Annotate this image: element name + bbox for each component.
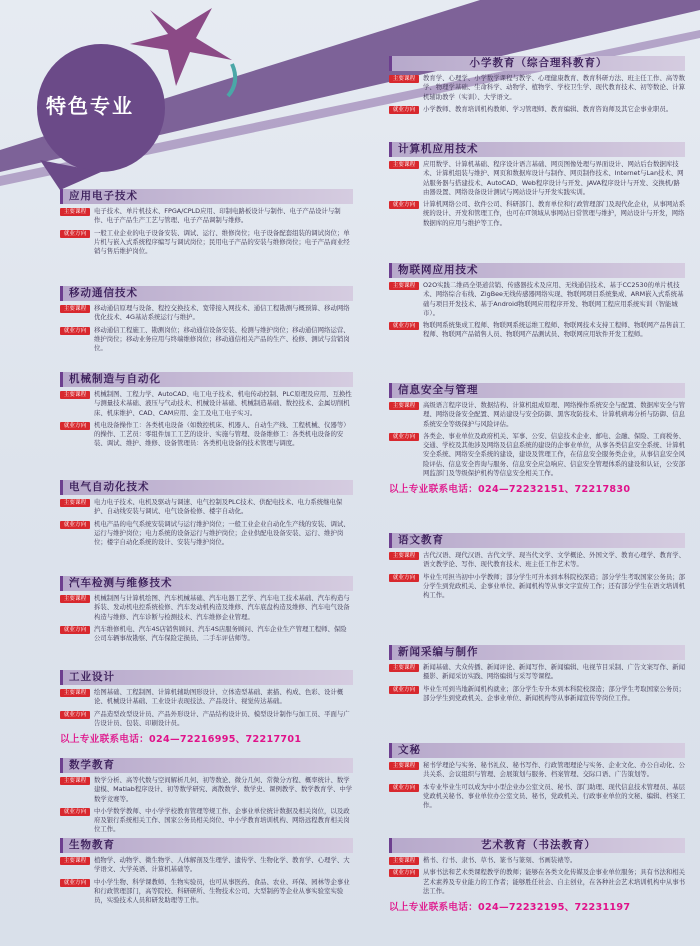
core-tag: 主要课程 — [60, 305, 90, 313]
career-text: 物联网系统集成工程师、物联网系统运维工程师、物联网技术支持工程师、物联网产品售前工程师、物联网产品销售人员、物联网产品测试员、物联网应用软件开发工程师。 — [423, 321, 686, 339]
core-text: 楷书、行书、隶书、草书、篆书与篆刻、书画装裱等。 — [423, 856, 577, 864]
section-title: 计算机应用技术 — [389, 142, 685, 157]
core-text: 应用数学、计算机基础、程序设计语言基础、网页图像处理与界面设计、网站后台数据库技术、计算机组装与维护、网页和数据库设计与制作、网页制作技术、Internet与Lan技术、网站服务器与搭建技术、AutoCAD、Web程序设计与开发、JAVA程序设计与开发、交换机/路由器设置、网络设备设计测试与网站设计与开发实践实训。 — [423, 160, 684, 196]
career-direction — [389, 105, 685, 114]
career-text: 本专业毕业生可以成为中小型企业办公室文员、秘书、部门助理、现代信息技术管理员、基层党政机关秘书、事业单位办公室文员、秘书，党政机关、行政事业单位的文秘、编辑、档案工作。 — [423, 782, 686, 810]
section-title: 新闻采编与制作 — [389, 645, 685, 660]
contact-phone: 以上专业联系电话：024—72232195、72231197 — [389, 902, 631, 914]
section-industrial-design — [60, 670, 353, 745]
core-text: 教育学、心理学、小学数学课程与教学、心理健康教育、教育科研方法、班主任工作、高等数学、物理学基础、生命科学、动物学、植物学、学校卫生学、现代教育技术、初等数论、计算机辅助教学（实训）、大学语文。 — [423, 74, 686, 101]
core-courses — [389, 401, 685, 429]
section-computer-application — [389, 142, 685, 228]
career-tag: 就业方向 — [60, 521, 90, 529]
core-text: 机械制图与计算机绘图、汽车机械基础、汽车电器工艺学、汽车电工技术基础、汽车构造与拆装、发动机电控系统检修、汽车发动机构造及维修、汽车底盘构造及维修、汽车电气设备构造与维修、汽车诊断与检测技术、汽车维修企业管理。 — [94, 594, 350, 621]
contact-phone: 以上专业联系电话：024—72216995、72217701 — [60, 734, 302, 746]
career-text: 机电设备操作工：各类机电设备（如数控机床、机器人、自动生产线、工程机械、仪器等）的操作、工艺员：零组件加工工艺的设计、实施与管理、设备维修工：各类机电设备的安装、调试、维护、维修、设备管理员：各类机电设备的技术管理与调度。 — [94, 420, 350, 448]
career-direction — [389, 321, 685, 340]
section-info-security — [389, 383, 685, 495]
core-courses — [389, 761, 685, 780]
core-tag: 主要课程 — [60, 499, 90, 507]
career-direction — [60, 807, 353, 835]
section-math-education — [60, 758, 353, 835]
career-tag: 就业方向 — [60, 327, 90, 335]
core-tag: 主要课程 — [60, 689, 90, 697]
career-text: 从事书法和艺术类课程教学的教师；能够在各类文化传媒及企事业单位服务；具有书法和相关艺术素养及专业能力的工作者；能够胜任社会、自主创业，在各种社会艺术培训机构中从事书法工作。 — [423, 868, 686, 895]
section-secretary — [389, 743, 685, 810]
contact-phone: 以上专业联系电话：024—72232151、72217830 — [389, 484, 631, 496]
core-text: 古代汉语、现代汉语、古代文学、现当代文学、文学概论、外国文学、教育心理学、教育学、语文教学论、写作、现代教育技术、班主任工作艺术等。 — [423, 551, 686, 569]
career-text: 计算机网络公司、软件公司、科研部门、教育单位和行政管理部门及现代化企业，从事网站系统的设计、开发和管理工作，也可在IT领域从事网站日常管理与维护，网站设计与开发，网络数据库的应用与维护等工作。 — [423, 200, 686, 227]
career-direction — [60, 421, 353, 449]
career-direction — [60, 625, 353, 644]
core-text: 数学分析、高等代数与空间解析几何、初等数论、微分几何、常微分方程、概率统计、数学建模、Matlab程序设计、初等数学研究、离散数学、数学史、课例教学、数学教育学、中学数学竞赛等。 — [94, 776, 353, 803]
section-title: 工业设计 — [60, 670, 353, 685]
career-text: 汽车维修机电、汽车4S店销售顾问、汽车4S店服务顾问、汽车企业生产管理工程师、保险公司车辆事故勘察、汽车保险定损员、二手车评估师等。 — [94, 624, 347, 643]
core-tag: 主要课程 — [389, 75, 419, 83]
core-courses — [60, 498, 353, 517]
core-courses — [389, 160, 685, 197]
career-tag: 就业方向 — [60, 422, 90, 430]
career-text: 毕业生可担当初中小学教师；部分学生可升本到本科院校深造；部分学生考取国家公务员；部分学生到党政机关、企事业单位、新闻机构等从事文字宣传工作；还有部分学生在语文培训机构工作。 — [423, 572, 686, 600]
section-title: 生物教育 — [60, 838, 353, 853]
section-title: 艺术教育（书法教育） — [389, 838, 685, 853]
career-direction — [60, 326, 353, 354]
core-courses — [389, 281, 685, 318]
career-direction — [60, 710, 353, 729]
career-direction — [60, 878, 353, 906]
core-tag: 主要课程 — [60, 595, 90, 603]
career-direction — [389, 868, 685, 896]
section-primary-education — [389, 56, 685, 114]
section-title: 移动通信技术 — [60, 286, 353, 301]
career-text: 毕业生可到当地新闻机构就业；部分学生专升本到本科院校深造；部分学生考取国家公务员；部分学生到党政机关、企事业单位、新闻机构等从事新闻宣传等岗位工作。 — [423, 684, 686, 702]
career-tag: 就业方向 — [389, 784, 419, 792]
core-tag: 主要课程 — [60, 391, 90, 399]
core-text: 电子技术、单片机技术、FPGA/CPLD应用、印制电路板设计与制作、电子产品设计与制作、电子产品生产工艺与管理、电子产品调制与维修。 — [94, 207, 341, 225]
core-courses — [60, 304, 353, 323]
section-auto-repair — [60, 576, 353, 643]
core-text: 机械制图、工程力学、AutoCAD、电工电子技术、机电传动控制、PLC原理及应用、互换性与测量技术基础、液压与气动技术、机械设计基础、机械制造基础、数控技术、金属切削机床、机床维护、CAD、CAM应用、金工及电工电子实习。 — [94, 390, 352, 417]
section-mechanical-automation — [60, 372, 353, 449]
career-tag: 就业方向 — [60, 230, 90, 238]
core-courses — [60, 594, 353, 622]
core-text: O2O实践二维码全渠道营销、传感器技术及应用、无线通信技术、基于CC2530的单片机技术、网络综合布线、ZigBee无线传感器网络实现、物联网项目系统集成、ARM嵌入式系统基础与项目开发技术、基于Android物联网应用程序开发、物联网工程应用系统实训（智能城市）。 — [423, 281, 684, 317]
career-text: 中小学数学教师、中小学学校教育管理等规工作、企事业单位统计数据及相关岗位，以及政府及银行系统相关工作、国家公务员相关岗位、中小学教育培训机构、网络远程教育相关岗位工作。 — [94, 806, 350, 834]
core-tag: 主要课程 — [389, 161, 419, 169]
career-text: 移动通信工程施工、勘测岗位；移动通信设备安装、检测与维护岗位；移动通信网络运营、维护岗位；移动业务应用与终端维修岗位；移动通信相关产品的生产、检修、测试与营销岗位。 — [94, 325, 350, 353]
core-courses — [60, 390, 353, 418]
career-direction — [389, 783, 685, 811]
section-title: 应用电子技术 — [60, 189, 353, 204]
core-text: 移动通信原理与设备、程控交换技术、宽带接入网技术、通信工程勘测与概预算、移动网络优化技术、4G基站系统运行与维护。 — [94, 304, 350, 322]
section-chinese-education — [389, 533, 685, 600]
core-text: 秘书学理论与实务、秘书礼仪、秘书写作、行政管理理论与实务、企业文化、办公自动化、公共关系、会议组织与管理、会展策划与服务、档案管理、交际口语、广告策划等。 — [423, 761, 686, 779]
career-direction — [60, 229, 353, 257]
career-direction — [60, 520, 353, 548]
career-tag: 就业方向 — [389, 433, 419, 441]
career-direction — [389, 200, 685, 228]
core-tag: 主要课程 — [389, 402, 419, 410]
core-tag: 主要课程 — [389, 664, 419, 672]
core-tag: 主要课程 — [389, 857, 419, 865]
core-courses — [389, 663, 685, 682]
section-art-calligraphy — [389, 838, 685, 913]
career-tag: 就业方向 — [60, 711, 90, 719]
career-tag: 就业方向 — [389, 574, 419, 582]
career-direction — [389, 685, 685, 704]
core-tag: 主要课程 — [389, 762, 419, 770]
core-courses — [60, 776, 353, 804]
career-text: 中小学生物、科学课教师、生物实验员，也可从事医药、食品、农业、环保、园林等企事业和行政管理部门，高等院校、科研研所、生物技术公司、大型制药等企业从事实验室实验员，实验技术人员和研发助理等工作。 — [94, 877, 350, 905]
career-direction — [389, 432, 685, 478]
career-text: 一般工业企业的电子设备安装、调试、运行、维修岗位；电子设备配套组装的调试岗位；单片机与嵌入式系统程序编写与调试岗位；民用电子产品的安装与维修岗位；电子产品商业经销与售后维护岗位。 — [94, 228, 350, 256]
career-tag: 就业方向 — [389, 686, 419, 694]
core-text: 新闻基础、大众传播、新闻评论、新闻写作、新闻编辑、电视节目采制、广告文案写作、新闻摄影、新闻采访实践、网络编辑与采写等课程。 — [423, 663, 686, 681]
section-mobile-communication — [60, 286, 353, 353]
section-iot — [389, 263, 685, 340]
core-courses — [389, 551, 685, 570]
core-tag: 主要课程 — [389, 282, 419, 290]
career-text: 产品造型改型设计员、产品外形设计、产品结构设计员、模型设计制作与加工员、平面与广告设计员、包装、印刷设计员。 — [94, 709, 350, 727]
section-title: 汽车检测与维修技术 — [60, 576, 353, 591]
section-news-editing — [389, 645, 685, 703]
page-title: 特色专业 — [46, 94, 134, 118]
section-title: 电气自动化技术 — [60, 480, 353, 495]
core-text: 电力电子技术、电机及驱动与调速、电气控制及PLC技术、供配电技术、电力系统继电保护、自动线安装与调试、电气设备检修、楼宇自动化。 — [94, 498, 343, 516]
section-applied-electronics — [60, 189, 353, 256]
career-text: 小学教师、教育培训机构教师、学习管理师、教育编辑、教育咨询师及其它企事业职员。 — [423, 104, 673, 113]
core-tag: 主要课程 — [60, 208, 90, 216]
career-direction — [389, 573, 685, 601]
career-tag: 就业方向 — [60, 808, 90, 816]
section-biology-education — [60, 838, 353, 905]
career-text: 各类企、事业单位及政府机关、军事、公安、信息技术企业、邮电、金融、保险、工商税务、交通、学校及其他涉及网络及信息系统的建设的企事业单位，从事各类信息安全系统、计算机安全系统、网络安全系统的建设，建设及管理工作，在信息安全服务类企业，从事信息安全风险评估、信息安全咨询与服务、信息安全应急响应、信息安全管理体系的建设和认证，公安部网监部门及等级保护机构等信息安全相关工作。 — [423, 431, 686, 478]
core-text: 绘图基础、工程制图、计算机辅助图形设计、立体造型基础、素描、构成、色彩、设计概论、机械设计基础、工业设计表现技法、产品设计、视觉传达基础。 — [94, 688, 344, 706]
section-title: 物联网应用技术 — [389, 263, 685, 278]
section-electrical-automation — [60, 480, 353, 547]
section-title: 语文教育 — [389, 533, 685, 548]
core-courses — [389, 856, 685, 865]
core-text: 植物学、动物学、微生物学、人体解剖及生理学、遗传学、生物化学、教育学、心理学、大学语文、大学英语、计算机基础等。 — [94, 856, 350, 874]
career-text: 机电产品的电气系统安装调试与运行维护岗位；一般工业企业自动化生产线的安装、调试、运行与维护岗位；电力系统的设备运行与维护岗位；企业供配电设备安装、运行、维护岗位；楼宇自动化系统的设计、安装与维护岗位。 — [94, 519, 350, 547]
career-tag: 就业方向 — [60, 879, 90, 887]
section-title: 小学教育（综合理科教育） — [389, 56, 685, 71]
career-tag: 就业方向 — [60, 626, 90, 634]
career-tag: 就业方向 — [389, 201, 419, 209]
core-text: 高级语言程序设计、数据结构、计算机组成原理、网络操作系统安全与配置、数据库安全与管理、网络设备安全配置、网站建设与安全防御、黑客攻防技术、计算机病毒分析与防御、信息系统安全等级保护与风险评估。 — [423, 401, 686, 428]
career-tag: 就业方向 — [389, 869, 419, 877]
career-tag: 就业方向 — [389, 106, 419, 114]
core-tag: 主要课程 — [389, 552, 419, 560]
core-courses — [60, 207, 353, 226]
core-courses — [60, 856, 353, 875]
core-courses — [389, 74, 685, 102]
core-tag: 主要课程 — [60, 857, 90, 865]
section-title: 文秘 — [389, 743, 685, 758]
core-tag: 主要课程 — [60, 777, 90, 785]
section-title: 数学教育 — [60, 758, 353, 773]
core-courses — [60, 688, 353, 707]
section-title: 信息安全与管理 — [389, 383, 685, 398]
career-tag: 就业方向 — [389, 322, 419, 330]
section-title: 机械制造与自动化 — [60, 372, 353, 387]
